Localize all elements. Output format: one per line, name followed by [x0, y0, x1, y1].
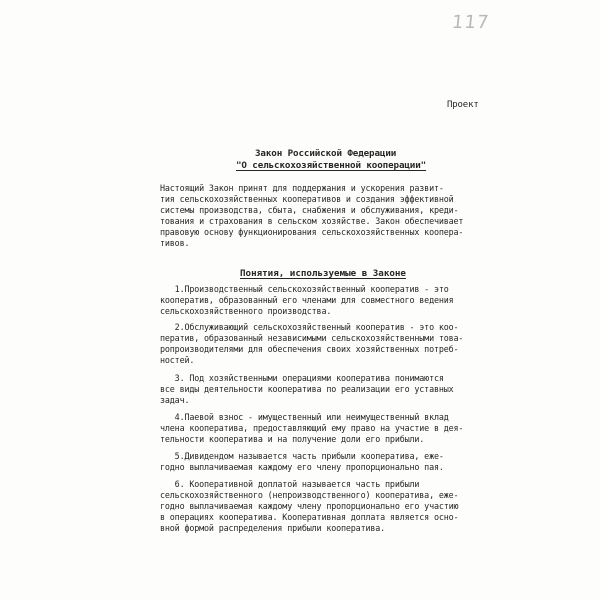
definition-line: ропроизводителями для обеспечения своих хозяйственных потреб-: [160, 344, 459, 354]
definition-line: 5.Дивидендом называется часть прибыли кооператива, ежe-: [160, 451, 444, 461]
definition-line: тельности кооператива и на получение доли его прибыли.: [160, 434, 425, 444]
definition-line: члена кооператива, предоставляющий ему право на участие в дея-: [160, 423, 464, 433]
definition-line: кооператив, образованный его членами для совместного ведения: [160, 295, 454, 305]
page-number: 117: [450, 12, 491, 33]
definition-line: ностей.: [160, 355, 195, 365]
title-line-2: "О сельскохозяйственной кооперации": [236, 160, 427, 171]
definition-line: 4.Паевой взнос - имущественный или неимущественный вклад: [160, 412, 449, 422]
definition-line: все виды деятельности кооператива по реализации его уставных: [160, 384, 454, 394]
definition-line: 6. Кооперативной доплатой называется часть прибыли: [160, 479, 420, 489]
definition-line: задач.: [160, 395, 190, 405]
definition-line: вной формой распределения прибыли кооператива.: [160, 523, 386, 533]
preamble-line: правовую основу функционирования сельскохозяйственных коопера-: [160, 227, 464, 237]
preamble-line: тия сельскохозяйственных кооперативов и создания эффективной: [160, 194, 454, 204]
definition-line: 1.Производственный сельскохозяйственный кооператив - это: [160, 284, 449, 294]
preamble-line: Настоящий Закон принят для поддержания и ускорения развит-: [160, 183, 444, 193]
definition-line: сельскохозяйственного производства.: [160, 306, 332, 316]
title-line-1: Закон Российской Федерации: [255, 148, 397, 159]
definition-line: годно выплачиваемая каждому его члену пропорционально пая.: [160, 462, 444, 472]
section-heading: Понятия, используемые в Законе: [240, 268, 406, 279]
preamble-line: тивов.: [160, 238, 190, 248]
definition-line: в операциях кооператива. Кооперативная доплата является осно-: [160, 512, 459, 522]
preamble-line: тования и страхования в сельском хозяйстве. Закон обеспечивает: [160, 216, 464, 226]
definition-line: годно выплачиваемая каждому члену пропорционально его участию: [160, 501, 459, 511]
definition-line: сельскохозяйственного (непроизводственного) кооператива, ежe-: [160, 490, 459, 500]
status-label: Проект: [447, 100, 479, 110]
definition-line: 2.Обслуживающий сельскохозяйственный кооператив - это коо-: [160, 322, 459, 332]
definition-line: 3. Под хозяйственными операциями кооператива понимаются: [160, 373, 444, 383]
preamble-line: системы производства, сбыта, снабжения и обслуживания, креди-: [160, 205, 459, 215]
definition-line: ператив, образованный независимыми сельскохозяйственными това-: [160, 333, 464, 343]
